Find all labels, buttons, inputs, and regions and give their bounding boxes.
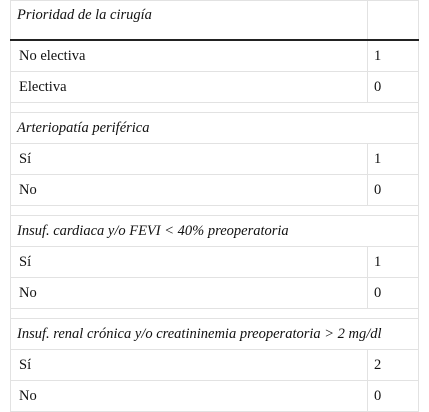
section-spacer: [11, 309, 419, 319]
row-value: 0: [368, 381, 419, 412]
table-row: [11, 247, 419, 278]
table-row: [11, 381, 419, 412]
row-label: Sí: [11, 144, 368, 175]
table-row: [11, 350, 419, 381]
table-row: [11, 72, 419, 103]
score-table: [10, 0, 419, 412]
table-row: [11, 278, 419, 309]
section-title: Arteriopatía periférica: [11, 113, 419, 144]
section-header: [11, 216, 419, 247]
section-header: [11, 113, 419, 144]
row-value: 0: [368, 175, 419, 206]
section-title: Prioridad de la cirugía: [11, 1, 368, 41]
row-label: No: [11, 381, 368, 412]
section-header: [11, 1, 419, 41]
row-value: 2: [368, 350, 419, 381]
row-label: Sí: [11, 350, 368, 381]
row-value: 1: [368, 247, 419, 278]
row-value: 0: [368, 278, 419, 309]
table-row: [11, 40, 419, 72]
section-spacer: [11, 206, 419, 216]
score-table-container: [10, 0, 418, 412]
row-value: 1: [368, 40, 419, 72]
row-label: No: [11, 278, 368, 309]
table-row: [11, 144, 419, 175]
row-value: 1: [368, 144, 419, 175]
row-label: Electiva: [11, 72, 368, 103]
section-title: Insuf. renal crónica y/o creatininemia preoperatoria > 2 mg/dl: [11, 319, 419, 350]
row-value: 0: [368, 72, 419, 103]
section-spacer: [11, 103, 419, 113]
row-label: No electiva: [11, 40, 368, 72]
section-title-value-cell: [368, 1, 419, 41]
row-label: No: [11, 175, 368, 206]
table-row: [11, 175, 419, 206]
row-label: Sí: [11, 247, 368, 278]
section-header: [11, 319, 419, 350]
section-title: Insuf. cardiaca y/o FEVI < 40% preoperatoria: [11, 216, 419, 247]
